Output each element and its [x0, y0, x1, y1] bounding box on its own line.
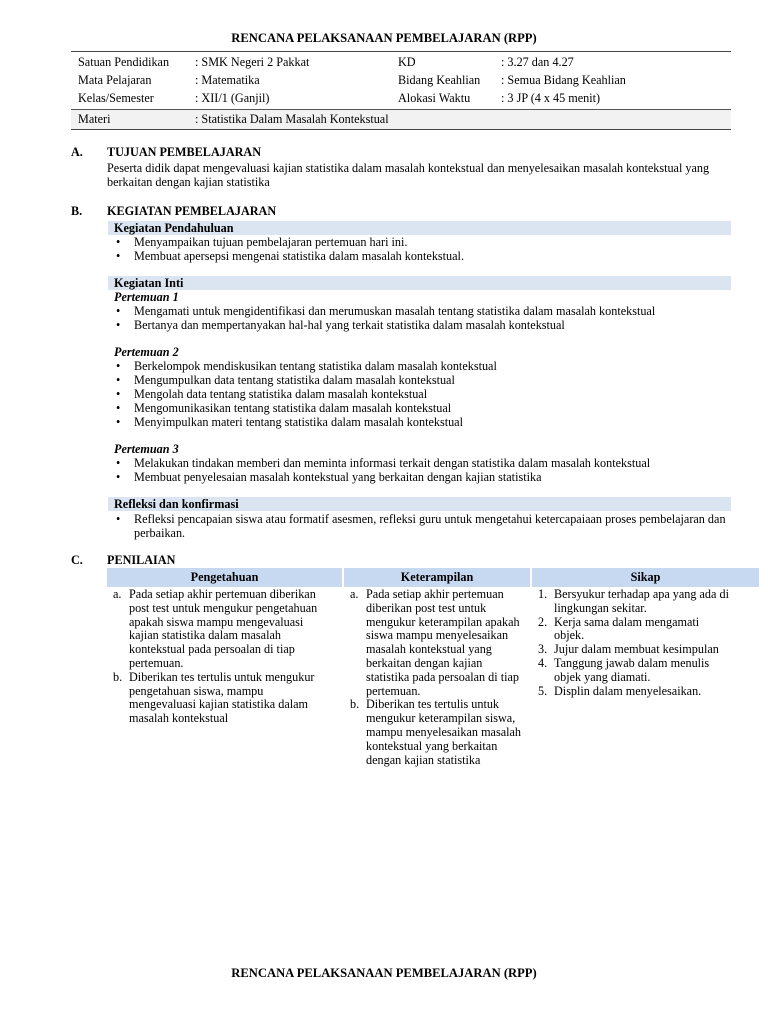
list-item: [532, 657, 732, 685]
identity-label: Mata Pelajaran: [78, 73, 152, 87]
column-header-keterampilan: Keterampilan: [344, 568, 532, 587]
list-item: [107, 671, 329, 726]
list-item: [532, 616, 732, 644]
list-item: • Membuat penyelesaian masalah kontekstual yang berkaitan dengan kajian statistika: [114, 470, 731, 484]
list-item: • Mengolah data tentang statistika dalam masalah kontekstual: [114, 387, 731, 401]
pendahuluan-band: Kegiatan Pendahuluan: [108, 221, 731, 235]
list-item: [532, 588, 732, 616]
table-header-row: [107, 568, 761, 587]
section-title: KEGIATAN PEMBELAJARAN: [107, 204, 277, 218]
inti-band: Kegiatan Inti: [108, 276, 731, 290]
materi-label: Materi: [78, 112, 111, 126]
column-header-pengetahuan: Pengetahuan: [107, 568, 344, 587]
materi-value: : Statistika Dalam Masalah Kontekstual: [195, 112, 389, 126]
list-marker: b.: [113, 669, 123, 684]
identity-table: [71, 51, 731, 130]
list-item: [532, 643, 732, 657]
pertemuan-2-list: [114, 359, 731, 429]
list-text: Jujur dalam membuat kesimpulan: [554, 642, 719, 657]
section-title: TUJUAN PEMBELAJARAN: [107, 145, 262, 159]
list-text: Diberikan tes tertulis untuk mengukur pengetahuan siswa, mampu mengevaluasi kajian statistika dalam masalah kontekstual: [129, 669, 315, 726]
identity-value: : Semua Bidang Keahlian: [501, 73, 626, 87]
list-marker: 3.: [538, 642, 548, 657]
list-text: Pada setiap akhir pertemuan diberikan post test untuk mengukur keterampilan apakah siswa mampu menyelesaikan masalah kontekstual yang berkaitan dengan kajian statistika pada persoalan di tiap pertemuan.: [366, 587, 520, 698]
keterampilan-list: [344, 588, 526, 767]
list-item: • Menyampaikan tujuan pembelajaran pertemuan hari ini.: [114, 235, 731, 249]
pertemuan-1-list: [114, 304, 731, 332]
identity-row: [71, 53, 731, 71]
list-marker: 5.: [538, 683, 548, 698]
list-item: • Menyimpulkan materi tentang statistika dalam masalah kontekstual: [114, 415, 731, 429]
list-item: • Melakukan tindakan memberi dan meminta informasi terkait dengan statistika dalam masalah kontekstual: [114, 456, 731, 470]
list-item: • Bertanya dan mempertanyakan hal-hal yang terkait statistika dalam masalah kontekstual: [114, 318, 731, 332]
identity-label: Kelas/Semester: [78, 91, 154, 105]
pendahuluan-list: [114, 235, 731, 263]
identity-value: : 3.27 dan 4.27: [501, 55, 574, 69]
list-item: • Mengumpulkan data tentang statistika dalam masalah kontekstual: [114, 373, 731, 387]
list-text: Bersyukur terhadap apa yang ada di lingkungan sekitar.: [554, 587, 729, 615]
pertemuan-3-list: [114, 456, 731, 484]
list-text: Pada setiap akhir pertemuan diberikan post test untuk mengukur pengetahuan apakah siswa mampu mengevaluasi kajian statistika dalam masalah kontekstual pada persoalan di tiap pertemuan.: [129, 587, 318, 670]
pengetahuan-list: [107, 588, 329, 726]
list-marker: a.: [350, 587, 359, 601]
list-item: • Mengamati untuk mengidentifikasi dan merumuskan masalah tentang statistika dalam masalah kontekstual: [114, 304, 731, 318]
list-item: • Mengomunikasikan tentang statistika dalam masalah kontekstual: [114, 401, 731, 415]
list-item: [344, 698, 526, 767]
section-letter: B.: [71, 204, 83, 218]
list-text: Displin dalam menyelesaikan.: [554, 683, 702, 698]
next-page-title: RENCANA PELAKSANAAN PEMBELAJARAN (RPP): [231, 966, 537, 980]
identity-value: : XII/1 (Ganjil): [195, 91, 270, 105]
list-marker: b.: [350, 697, 360, 712]
identity-value: : 3 JP (4 x 45 menit): [501, 91, 601, 105]
list-item: • Membuat apersepsi mengenai statistika dalam masalah kontekstual.: [114, 249, 731, 263]
list-marker: 2.: [538, 614, 548, 629]
page-title: RENCANA PELAKSANAAN PEMBELAJARAN (RPP): [231, 31, 537, 45]
refleksi-list: [114, 512, 731, 540]
identity-label: KD: [398, 55, 416, 69]
identity-value: : SMK Negeri 2 Pakkat: [195, 55, 310, 69]
refleksi-band: Refleksi dan konfirmasi: [108, 497, 731, 511]
list-text: Tanggung jawab dalam menulis objek yang diamati.: [554, 655, 710, 684]
tujuan-text: Peserta didik dapat mengevaluasi kajian statistika dalam masalah kontekstual dan menyelesaikan masalah kontekstual yang berkaitan dengan kajian statistika: [107, 161, 710, 189]
identity-value: : Matematika: [195, 73, 260, 87]
list-item: • Berkelompok mendiskusikan tentang statistika dalam masalah kontekstual: [114, 359, 731, 373]
column-header-sikap: Sikap: [532, 568, 761, 587]
list-item: [344, 588, 526, 698]
identity-label: Bidang Keahlian: [398, 73, 481, 87]
identity-row: [71, 71, 731, 89]
section-letter: C.: [71, 553, 83, 567]
list-marker: 4.: [538, 655, 548, 670]
list-marker: 1.: [538, 587, 548, 601]
list-marker: a.: [113, 587, 122, 601]
list-item: [107, 588, 329, 671]
list-item: [532, 685, 732, 699]
pertemuan-2-label: Pertemuan 2: [114, 345, 179, 359]
pertemuan-3-label: Pertemuan 3: [114, 442, 179, 456]
sikap-list: [532, 588, 732, 698]
table-body: [107, 587, 761, 807]
penilaian-table: [107, 568, 761, 807]
identity-row: [71, 89, 731, 107]
list-item: • Refleksi pencapaian siswa atau formatif asesmen, refleksi guru untuk mengetahui ketercapaiaan proses pembelajaran dan perbaikan.: [114, 512, 731, 540]
pertemuan-1-label: Pertemuan 1: [114, 290, 179, 304]
identity-label: Satuan Pendidikan: [78, 55, 170, 69]
list-text: Kerja sama dalam mengamati objek.: [554, 614, 700, 643]
materi-row: [71, 109, 731, 130]
list-text: Diberikan tes tertulis untuk mengukur keterampilan siswa, mampu menyelesaikan masalah kontekstual yang berkaitan dengan kajian statistika: [366, 697, 521, 767]
identity-label: Alokasi Waktu: [398, 91, 471, 105]
section-title: PENILAIAN: [107, 553, 176, 567]
section-letter: A.: [71, 145, 83, 159]
